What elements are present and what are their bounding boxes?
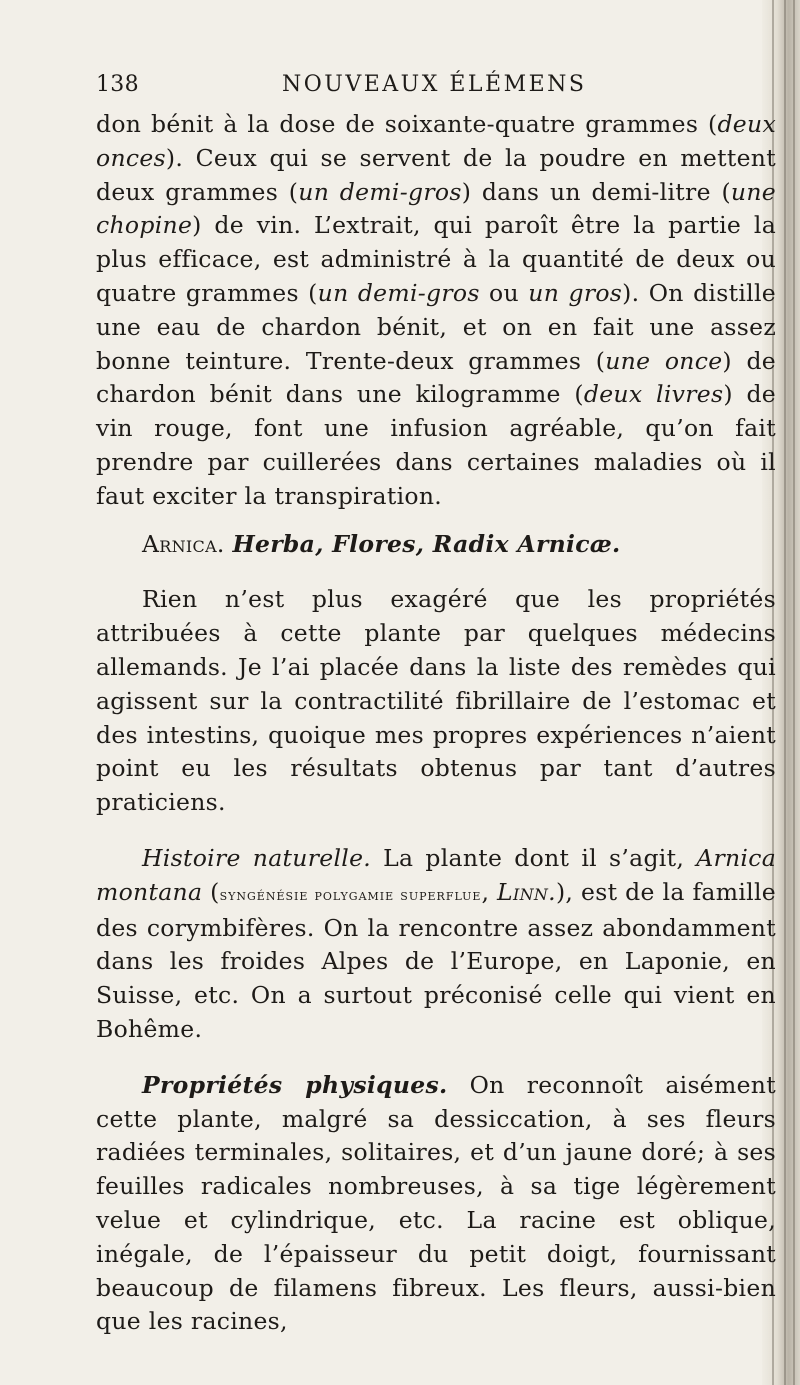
- italic-text: une chopine: [96, 177, 776, 240]
- italic-text: Arnica montana: [96, 843, 777, 906]
- paragraph-arnica-intro: Rien n’est plus exagéré que les propriétés attribuées à cette plante par quelques médecins allemands. Je l’ai placée dans la liste des remèdes qui agissent sur la contractilité fibrillaire de l’estomac et des intestins, quoique mes propres expériences n’aient point eu les résultats obtenus par tant d’autres praticiens.: [96, 585, 776, 817]
- paragraph-proprietes-physiques: [96, 1069, 776, 1339]
- text-run: ). Ceux qui se servent de la poudre en mettent deux grammes (: [96, 143, 776, 206]
- page-number: 138: [96, 72, 139, 97]
- text-run: ) dans un demi-litre (: [461, 177, 731, 206]
- paragraph-heading: Histoire naturelle.: [142, 843, 372, 872]
- text-run: ), est de la famille des corymbifères. On la rencontre assez abondamment dans les froides Alpes de l’Europe, en Laponie, en Suisse, etc. On a surtout préconisé celle qui vient en Bohême.: [96, 877, 776, 1043]
- page-header: [96, 70, 776, 108]
- italic-text: deux onces: [96, 110, 776, 172]
- text-run: ) de vin. L’extrait, qui paroît être la partie la plus efficace, est administré à la quantité de deux ou quatre grammes (: [96, 211, 776, 307]
- italic-text: un demi-gros: [317, 278, 480, 307]
- paragraph-heading: Propriétés physiques.: [142, 1070, 448, 1099]
- heading-label: Arnica.: [142, 529, 225, 558]
- text-run: don bénit à la dose de soixante-quatre grammes (: [96, 110, 718, 138]
- paragraph-histoire-naturelle: [96, 842, 776, 1047]
- text-run: On reconnoît aisément cette plante, malgré sa dessiccation, à ses fleurs radiées terminales, solitaires, et d’un jaune doré; à ses feuilles radicales nombreuses, à sa tige légèrement velue et cylindrique, etc. La racine est oblique, inégale, de l’épaisseur du petit doigt, fournissant beaucoup de filamens fibreux. Les fleurs, aussi-bien que les racines,: [96, 1070, 776, 1336]
- italic-text: deux livres: [583, 380, 724, 409]
- text-run: ) de chardon bénit dans une kilogramme (: [96, 346, 776, 409]
- text-run: ) de vin rouge, font une infusion agréable, qu’on fait prendre par cuillerées dans certaines maladies où il faut exciter la transpiration.: [96, 380, 776, 510]
- text-run: ). On distille une eau de chardon bénit, et on en fait une assez bonne teinture. Trente-deux grammes (: [96, 278, 776, 375]
- classification-text: syngénésie polygamie superflue: [219, 884, 482, 904]
- text-run: ou: [479, 278, 529, 307]
- italic-text: un demi-gros: [298, 177, 462, 206]
- page-edge-line: [793, 0, 795, 1385]
- text-run: La plante dont il s’agit,: [371, 843, 697, 872]
- text-run: ,: [481, 877, 498, 906]
- running-title: NOUVEAUX ÉLÉMENS: [282, 72, 587, 97]
- author-abbrev: Linn.: [497, 877, 556, 906]
- book-page: [96, 70, 776, 1339]
- heading-latin-name: Herba, Flores, Radix Arnicæ.: [232, 529, 621, 558]
- italic-text: un gros: [528, 278, 623, 307]
- page-edge-line: [784, 0, 786, 1385]
- section-heading-arnica: [96, 528, 776, 562]
- text-run: (: [202, 877, 220, 906]
- paragraph-chardon-dosage: [96, 108, 776, 514]
- italic-text: une once: [605, 346, 723, 375]
